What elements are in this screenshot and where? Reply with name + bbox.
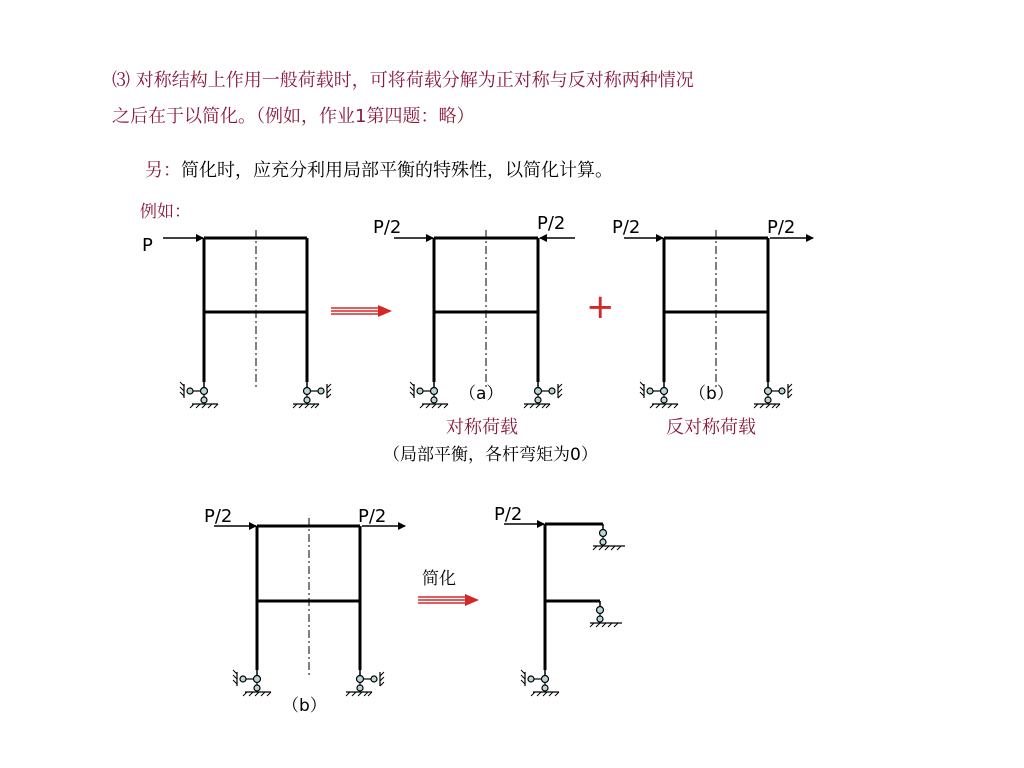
load-label-P: P [142, 235, 153, 256]
example-label: 例如： [140, 202, 191, 222]
frame-symmetric-a [373, 213, 575, 408]
case-label-bottom-b: （b） [282, 696, 327, 716]
load-label-half: P/2 [494, 504, 523, 525]
frame-antisymmetric-bottom [204, 506, 405, 716]
frame-antisymmetric-b [612, 217, 813, 408]
intro-line-1: ⑶ 对称结构上作用一般荷载时，可将荷载分解为正对称与反对称两种情况 [112, 70, 694, 91]
transform-arrow-2 [418, 594, 479, 606]
simplify-label: 简化 [422, 569, 456, 589]
intro-line-2: 之后在于以简化。（例如，作业1第四题：略） [112, 106, 475, 127]
load-label-bottom-left: P/2 [204, 506, 233, 527]
case-label-a: （a） [459, 384, 504, 404]
case-label-b: （b） [689, 384, 734, 404]
support-right [293, 382, 331, 408]
support-left [180, 382, 218, 408]
local-balance-caption: （局部平衡，各杆弯矩为0） [383, 445, 598, 465]
load-label-bottom-right: P/2 [358, 506, 387, 527]
note-lead: 另： [145, 160, 181, 181]
load-label-b-right: P/2 [767, 217, 796, 238]
antisymmetric-load-caption: 反对称荷载 [666, 417, 756, 438]
plus-sign: + [586, 287, 615, 327]
frame-original [142, 230, 331, 408]
symmetric-load-caption: 对称荷载 [446, 417, 518, 438]
note-body: 简化时，应充分利用局部平衡的特殊性，以简化计算。 [181, 160, 613, 181]
load-label-a-right: P/2 [537, 213, 566, 234]
load-label-b-left: P/2 [612, 217, 641, 238]
load-label-a-left: P/2 [373, 217, 402, 238]
frame-half-structure [494, 504, 625, 696]
transform-arrow-1 [331, 305, 392, 317]
